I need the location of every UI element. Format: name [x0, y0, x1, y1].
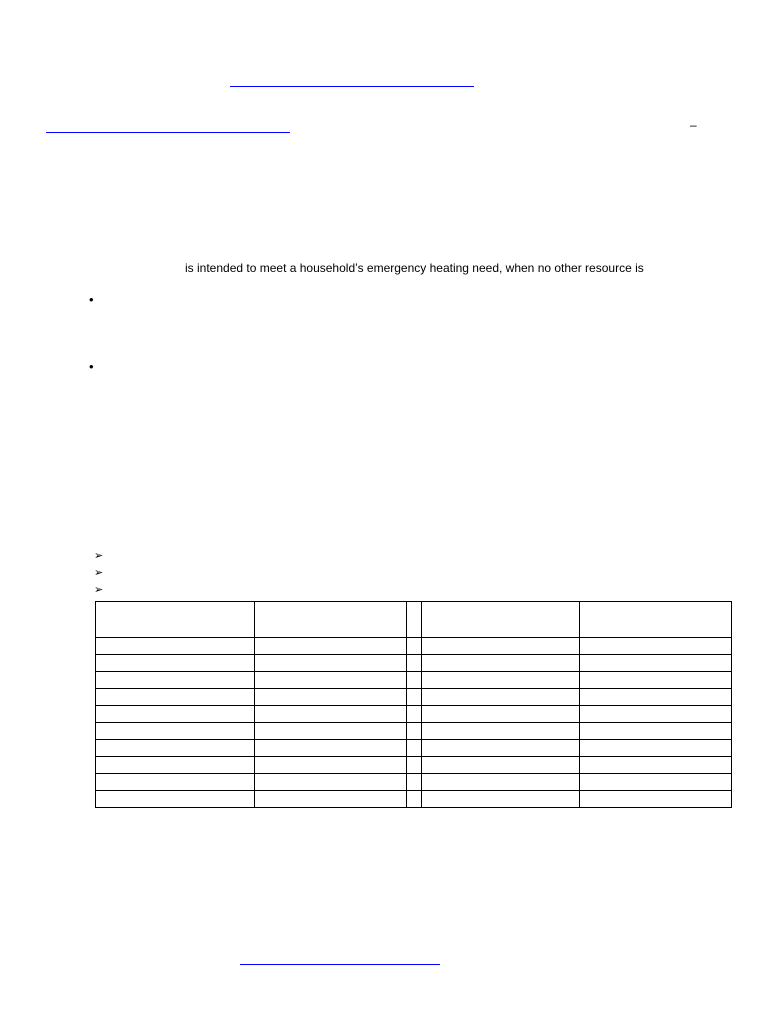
en-dash: – [690, 118, 697, 132]
table-cell [422, 774, 580, 791]
table-cell [255, 706, 407, 723]
table-row [96, 740, 732, 757]
table-cell [422, 740, 580, 757]
table-cell [407, 740, 422, 757]
table-cell [422, 723, 580, 740]
table-cell [422, 689, 580, 706]
table-cell [580, 602, 732, 638]
table-cell [580, 757, 732, 774]
table-cell [407, 757, 422, 774]
table-cell [255, 791, 407, 808]
table-row [96, 672, 732, 689]
hyperlink-underline[interactable] [46, 132, 290, 133]
table-cell [255, 672, 407, 689]
table-cell [407, 638, 422, 655]
table-cell [255, 689, 407, 706]
table-cell [96, 602, 255, 638]
table-row [96, 757, 732, 774]
table-cell [407, 655, 422, 672]
table-cell [580, 774, 732, 791]
table-cell [422, 602, 580, 638]
table-cell [580, 638, 732, 655]
empty-table [95, 601, 732, 808]
table-cell [96, 672, 255, 689]
table-cell [96, 723, 255, 740]
table-cell [422, 655, 580, 672]
intro-paragraph: is intended to meet a household’s emergency heating need, when no other resource is [185, 261, 644, 275]
table-header-row [96, 602, 732, 638]
table-cell [580, 655, 732, 672]
table-row [96, 723, 732, 740]
table-cell [407, 602, 422, 638]
table-row [96, 638, 732, 655]
table-cell [96, 791, 255, 808]
table-cell [422, 672, 580, 689]
arrow-bullet-icon: ➢ [94, 584, 104, 596]
table-cell [422, 791, 580, 808]
table-cell [96, 774, 255, 791]
table-cell [407, 774, 422, 791]
table-cell [580, 706, 732, 723]
table-cell [407, 791, 422, 808]
table-cell [96, 689, 255, 706]
table-cell [422, 638, 580, 655]
table-cell [407, 723, 422, 740]
table-cell [580, 791, 732, 808]
table-cell [96, 757, 255, 774]
table-cell [255, 638, 407, 655]
bullet-icon: • [89, 359, 94, 374]
table-row [96, 706, 732, 723]
table-cell [255, 774, 407, 791]
hyperlink-underline[interactable] [240, 964, 440, 965]
table-cell [96, 638, 255, 655]
table-cell [407, 672, 422, 689]
table-cell [255, 757, 407, 774]
table-cell [407, 689, 422, 706]
table-cell [255, 602, 407, 638]
arrow-bullet-icon: ➢ [94, 550, 104, 562]
table-cell [255, 655, 407, 672]
table-cell [96, 655, 255, 672]
table-cell [407, 706, 422, 723]
table-cell [580, 723, 732, 740]
table-row [96, 689, 732, 706]
table-row [96, 774, 732, 791]
table-row [96, 791, 732, 808]
table-cell [255, 723, 407, 740]
table-cell [580, 689, 732, 706]
table-cell [422, 706, 580, 723]
table-row [96, 655, 732, 672]
arrow-bullet-icon: ➢ [94, 567, 104, 579]
table-cell [580, 740, 732, 757]
table-cell [422, 757, 580, 774]
hyperlink-underline[interactable] [230, 86, 474, 87]
table-cell [96, 706, 255, 723]
table-cell [580, 672, 732, 689]
table-cell [96, 740, 255, 757]
table-cell [255, 740, 407, 757]
bullet-icon: • [89, 292, 94, 307]
